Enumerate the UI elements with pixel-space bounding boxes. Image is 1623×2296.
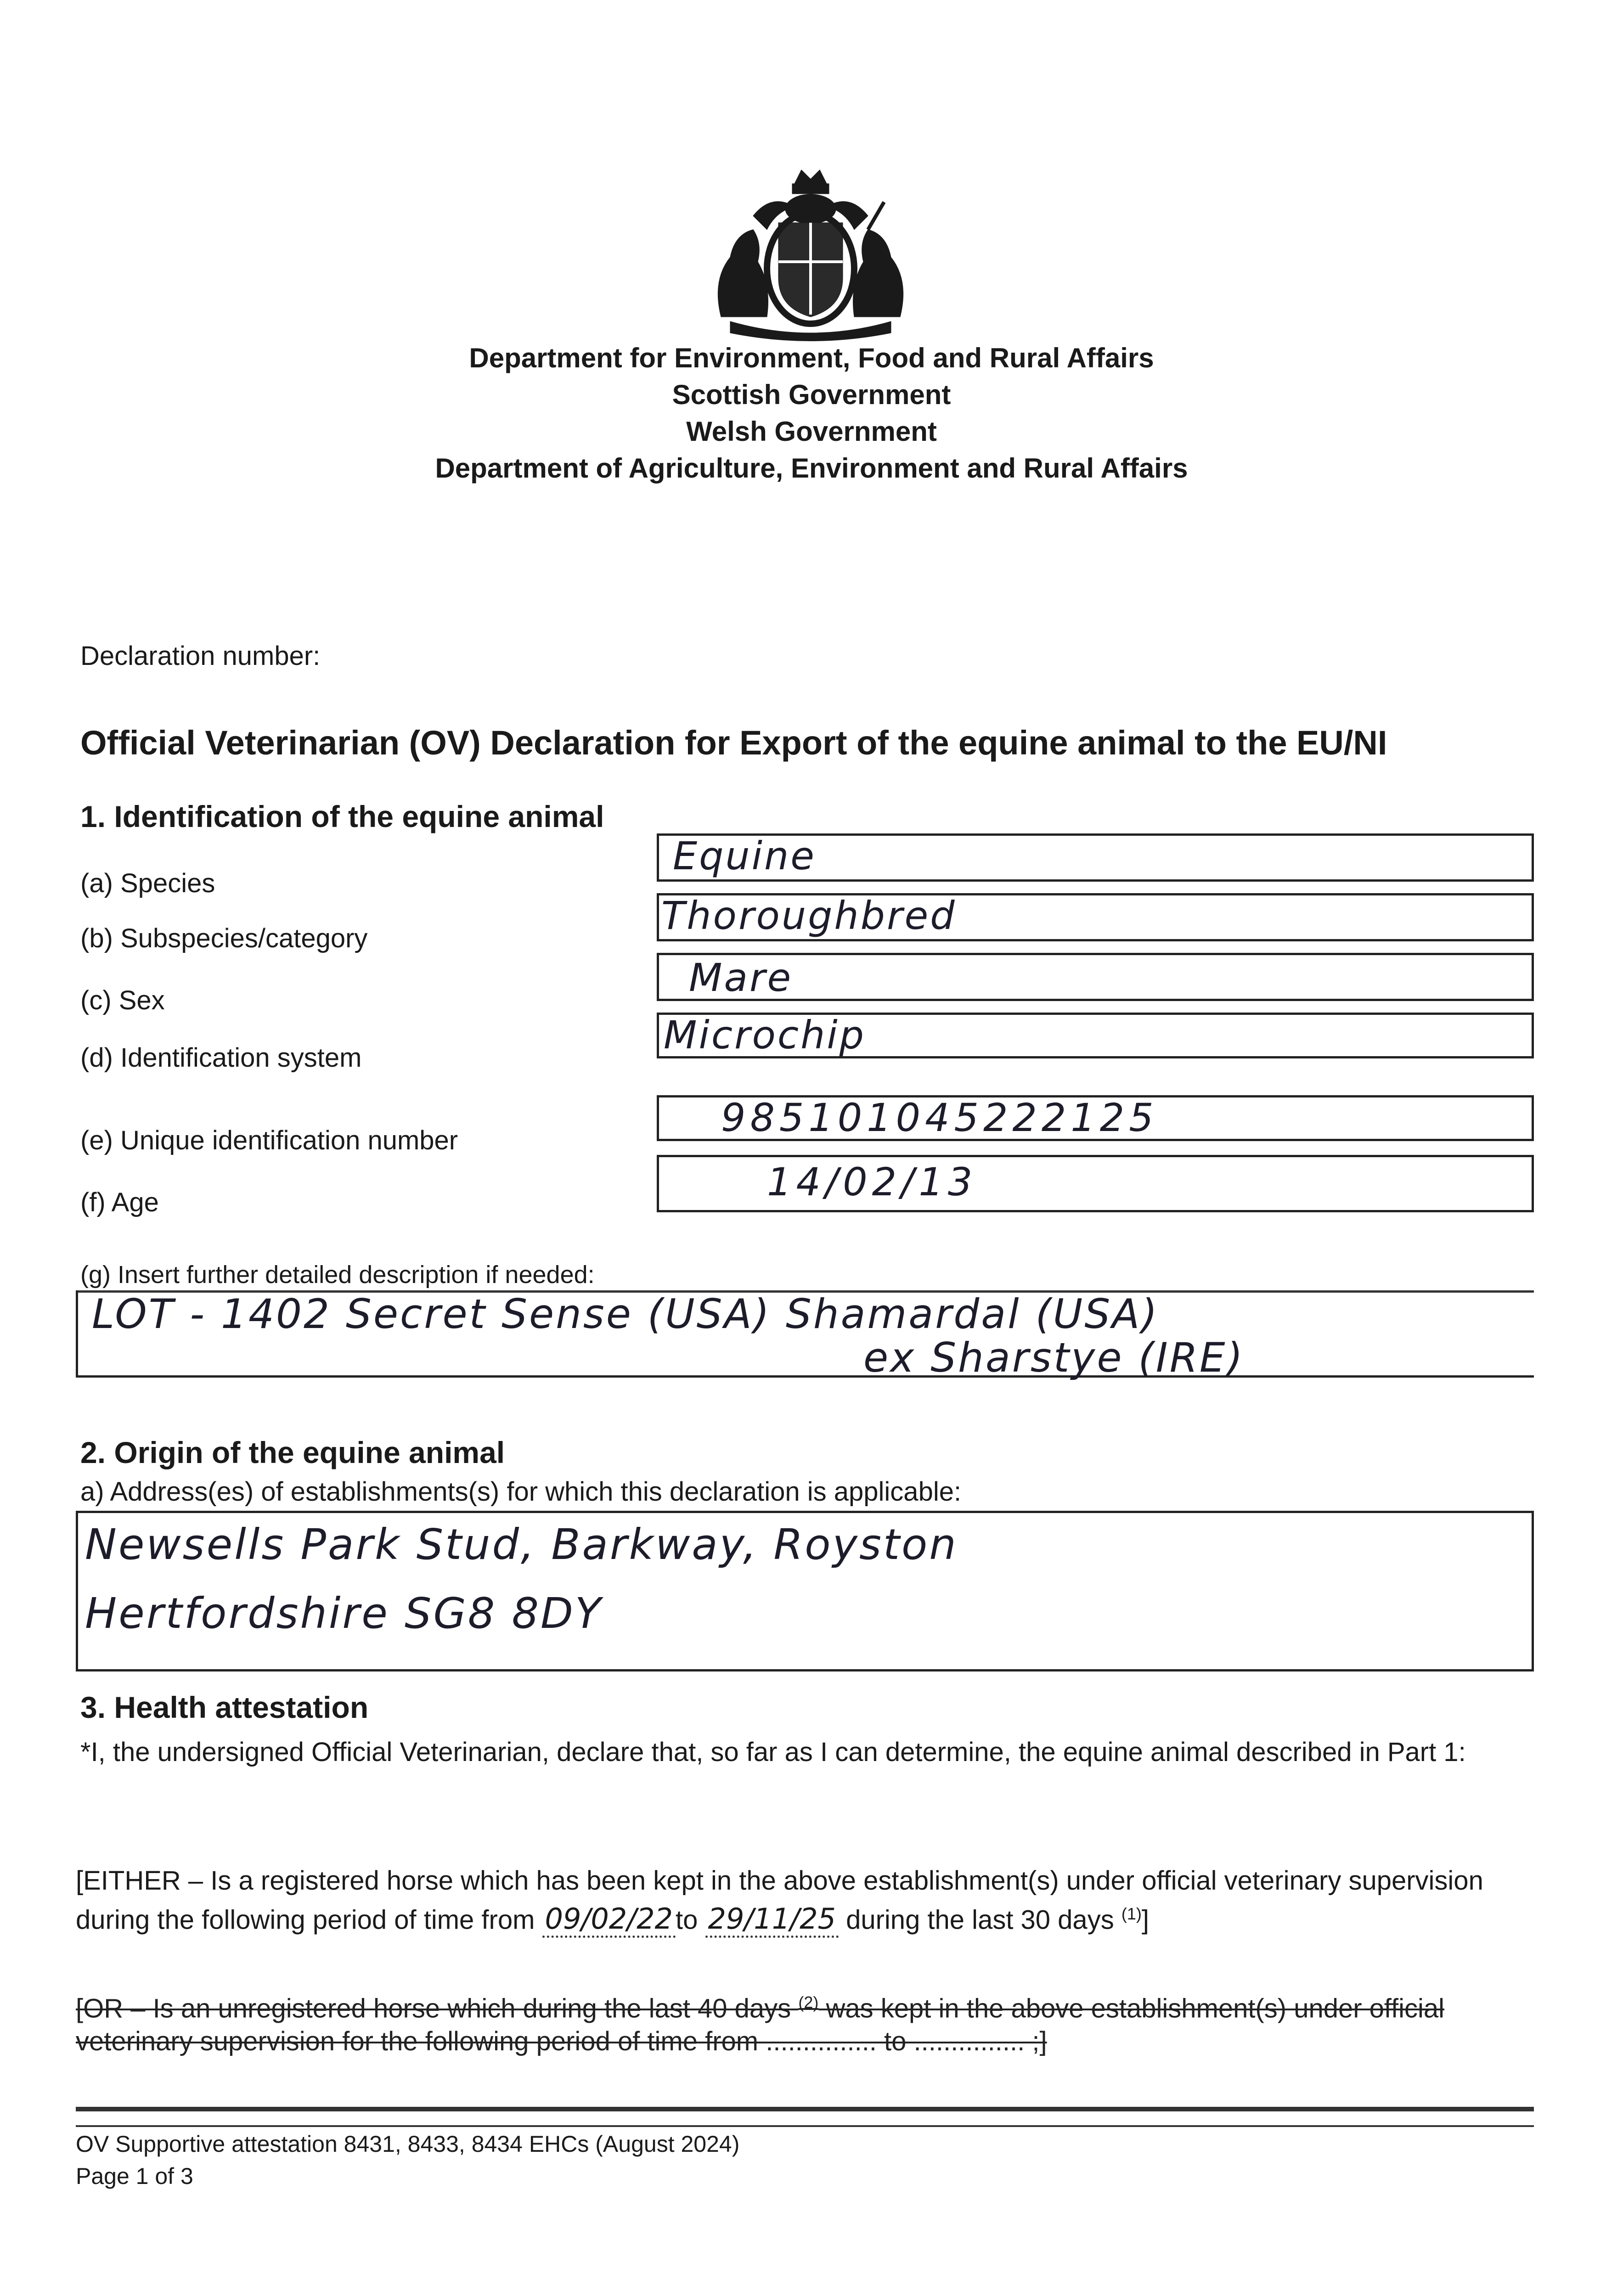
header-line-4: Department of Agriculture, Environment and Rural Affairs [435, 453, 1188, 484]
section-2-heading: 2. Origin of the equine animal [80, 1435, 505, 1469]
description-line-2: ex Sharstye (IRE) [863, 1334, 1245, 1381]
unique-id-label: (e) Unique identification number [80, 1125, 458, 1155]
either-footnote-ref: (1) [1121, 1904, 1142, 1923]
description-line-1: LOT - 1402 Secret Sense (USA) Shamardal (USA) [92, 1290, 1159, 1338]
subspecies-value: Thoroughbred [661, 893, 957, 938]
footer-line-2: Page 1 of 3 [76, 2163, 193, 2189]
or-footnote-ref: (2) [798, 1993, 819, 2012]
unique-id-value: 985101045222125 [721, 1095, 1158, 1140]
section-3-heading: 3. Health attestation [80, 1690, 369, 1724]
address-label: a) Address(es) of establishments(s) for which this declaration is applicable: [80, 1477, 962, 1507]
either-to-word: to [676, 1905, 698, 1935]
either-to-date[interactable]: 29/11/25 [705, 1902, 839, 1938]
sex-label: (c) Sex [80, 985, 165, 1015]
species-value: Equine [673, 833, 816, 878]
either-text-2: during the last 30 days [846, 1905, 1114, 1935]
address-line-1: Newsells Park Stud, Barkway, Royston [85, 1520, 958, 1569]
health-attestation-intro: *I, the undersigned Official Veterinarian, declare that, so far as I can determine, the equine animal described in Part 1: [80, 1737, 1466, 1767]
or-text-2: was kept in the above establishment(s) under official veterinary supervision for the following period of time from ............... to ............... ;] [76, 1993, 1444, 2057]
age-value: 14/02/13 [767, 1159, 977, 1204]
identification-system-value: Microchip [664, 1013, 866, 1058]
or-text-1: [OR – Is an unregistered horse which during the last 40 days [76, 1993, 791, 2024]
identification-system-label: (d) Identification system [80, 1043, 362, 1073]
address-line-2: Hertfordshire SG8 8DY [85, 1589, 603, 1638]
species-label: (a) Species [80, 868, 215, 898]
footer-rule-thick [76, 2107, 1534, 2111]
subspecies-label: (b) Subspecies/category [80, 923, 368, 953]
or-clause-struck [76, 1986, 1527, 2058]
age-label: (f) Age [80, 1187, 159, 1217]
header-line-1: Department for Environment, Food and Rural Affairs [469, 343, 1154, 373]
royal-crest-icon [703, 165, 919, 344]
either-text-1: [EITHER – Is a registered horse which has been kept in the above establishment(s) under official veterinary supervision during the following period of time from [76, 1866, 1483, 1935]
either-from-date[interactable]: 09/02/22 [542, 1902, 676, 1938]
sex-value: Mare [689, 955, 793, 1000]
either-clause [76, 1864, 1527, 1936]
either-end: ] [1141, 1905, 1149, 1935]
description-label: (g) Insert further detailed description if needed: [80, 1261, 595, 1289]
declaration-number-label: Declaration number: [80, 641, 321, 671]
footer-line-1: OV Supportive attestation 8431, 8433, 8434 EHCs (August 2024) [76, 2131, 740, 2157]
page-title: Official Veterinarian (OV) Declaration for Export of the equine animal to the EU/NI [80, 724, 1387, 762]
footer-rule-thin [76, 2125, 1534, 2127]
header-line-3: Welsh Government [686, 416, 937, 447]
section-1-heading: 1. Identification of the equine animal [80, 799, 604, 833]
header-line-2: Scottish Government [672, 379, 951, 410]
